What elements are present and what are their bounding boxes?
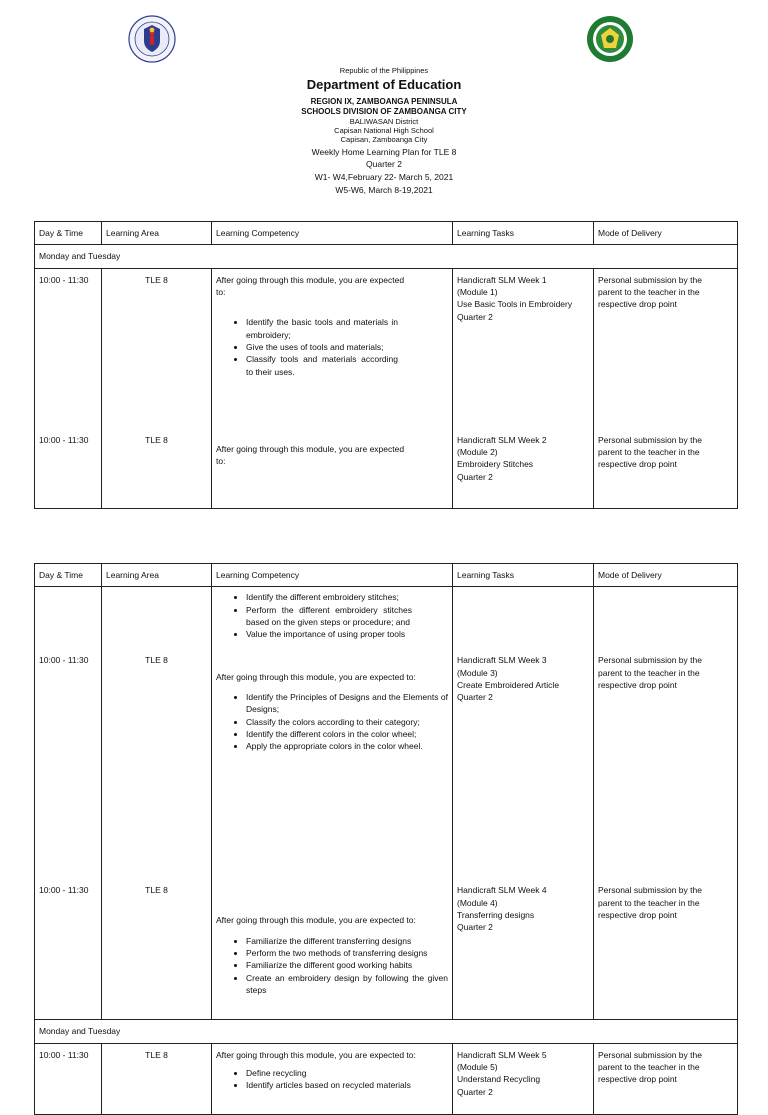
table-row [35, 587, 738, 865]
col-mode-of-delivery: Mode of Delivery [594, 564, 738, 587]
area-cell: TLE 8 [102, 268, 212, 429]
list-item: • Define recycling [246, 1067, 448, 1079]
time-cell: 10:00 - 11:30 [35, 268, 102, 429]
task-line: Handicraft SLM Week 3 [457, 655, 547, 666]
mode-cell [594, 864, 738, 1020]
mode-line: Personal submission by the [598, 1049, 702, 1060]
address-line: Capisan, Zamboanga City [340, 135, 428, 145]
mode-line: Personal submission by the [598, 434, 702, 445]
task-line: Handicraft SLM Week 1 [457, 274, 547, 285]
col-mode-of-delivery: Mode of Delivery [594, 222, 738, 245]
section-label: Monday and Tuesday [35, 245, 738, 268]
section-row [35, 245, 738, 268]
mode-line: Personal submission by the [598, 885, 702, 896]
weeks-line-1: W1- W4,February 22- March 5, 2021 [314, 172, 454, 182]
list-item: • Perform the two methods of transferring designs [246, 947, 448, 959]
task-cell [453, 864, 594, 1020]
task-line: Quarter 2 [457, 692, 493, 703]
area-cell: TLE 8 [102, 429, 212, 509]
mode-line: parent to the teacher in the [598, 446, 700, 457]
list-item: • Value the importance of using proper tools [246, 628, 412, 640]
col-day-time: Day & Time [35, 222, 102, 245]
task-line: Use Basic Tools in Embroidery [457, 299, 573, 310]
mode-line: respective drop point [598, 299, 677, 310]
task-cell [453, 268, 594, 429]
intro-text-cont: to: [216, 286, 226, 297]
mode-cell [594, 587, 738, 865]
quarter-line: Quarter 2 [366, 159, 402, 170]
mode-cell [594, 268, 738, 429]
list-item: • Classify the colors according to their category; [246, 716, 448, 728]
table-header-row [35, 222, 738, 245]
task-line: Transferring designs [457, 909, 535, 920]
list-item: • Identify the different colors in the color wheel; [246, 728, 448, 740]
col-learning-tasks: Learning Tasks [453, 564, 594, 587]
time-cell: 10:00 - 11:30 [35, 429, 102, 509]
col-learning-area: Learning Area [102, 222, 212, 245]
col-learning-tasks: Learning Tasks [453, 222, 594, 245]
deped-seal-logo [128, 15, 176, 63]
objectives-list [216, 691, 448, 753]
task-line: Quarter 2 [457, 922, 493, 933]
document-header [0, 66, 768, 195]
department-title: Department of Education [306, 77, 462, 93]
intro-text: After going through this module, you are expected [216, 443, 405, 454]
task-line: (Module 1) [457, 286, 498, 297]
task-line: Create Embroidered Article [457, 679, 560, 690]
task-line: Quarter 2 [457, 1086, 493, 1097]
competency-cell [212, 429, 453, 509]
col-day-time: Day & Time [35, 564, 102, 587]
intro-text-cont: to: [216, 455, 226, 466]
task-line: Quarter 2 [457, 311, 493, 322]
mode-cell [594, 429, 738, 509]
list-item: • Identify the different embroidery stitches; [246, 591, 412, 603]
list-item: • Create an embroidery design by following the given steps [246, 972, 448, 997]
weeks-line-2: W5-W6, March 8-19,2021 [335, 184, 433, 195]
mode-line: respective drop point [598, 909, 677, 920]
mode-line: parent to the teacher in the [598, 897, 700, 908]
objectives-list [216, 591, 448, 640]
mode-line: respective drop point [598, 459, 677, 470]
mode-cell [594, 1043, 738, 1114]
area-cell: TLE 8 [102, 587, 212, 865]
task-line: Embroidery Stitches [457, 459, 534, 470]
mode-line: respective drop point [598, 1074, 677, 1085]
time-cell: 10:00 - 11:30 [35, 864, 102, 1020]
district-line: BALIWASAN District [349, 116, 419, 126]
learning-plan-table-1 [34, 221, 738, 509]
list-item: • Perform the different embroidery stitches based on the given steps or procedure; and [246, 604, 412, 629]
task-cell [453, 1043, 594, 1114]
objectives-list [216, 935, 448, 997]
list-item: • Familiarize the different transferring designs [246, 935, 448, 947]
objectives-list [216, 316, 448, 378]
section-label: Monday and Tuesday [35, 1020, 738, 1043]
time-cell: 10:00 - 11:30 [35, 587, 102, 865]
competency-cell [212, 864, 453, 1020]
section-row [35, 1020, 738, 1043]
task-line: Quarter 2 [457, 471, 493, 482]
competency-cell [212, 268, 453, 429]
mode-line: Personal submission by the [598, 655, 702, 666]
school-line: Capisan National High School [334, 126, 434, 135]
task-cell [453, 587, 594, 865]
time-cell: 10:00 - 11:30 [35, 1043, 102, 1114]
table-header-row [35, 564, 738, 587]
task-line: Handicraft SLM Week 4 [457, 885, 547, 896]
mode-line: parent to the teacher in the [598, 286, 700, 297]
intro-text: After going through this module, you are expected to: [216, 915, 416, 926]
list-item: • Identify the Principles of Designs and the Elements of Designs; [246, 691, 448, 716]
task-line: Handicraft SLM Week 5 [457, 1049, 547, 1060]
region-line: REGION IX, ZAMBOANGA PENINSULA [310, 96, 458, 106]
objectives-list [216, 1067, 448, 1092]
intro-text: After going through this module, you are expected to: [216, 671, 416, 682]
intro-text: After going through this module, you are expected to: [216, 1049, 416, 1060]
list-item: • Identify articles based on recycled materials [246, 1079, 448, 1091]
table-row [35, 429, 738, 509]
list-item: • Familiarize the different good working habits [246, 959, 448, 971]
mode-line: parent to the teacher in the [598, 667, 700, 678]
list-item: • Identify the basic tools and materials in embroidery; [246, 316, 398, 341]
task-line: (Module 4) [457, 897, 498, 908]
task-line: (Module 3) [457, 667, 498, 678]
mode-line: respective drop point [598, 679, 677, 690]
list-item: • Apply the appropriate colors in the color wheel. [246, 740, 448, 752]
col-learning-competency: Learning Competency [212, 564, 453, 587]
task-line: Handicraft SLM Week 2 [457, 434, 547, 445]
competency-cell [212, 1043, 453, 1114]
plan-title: Weekly Home Learning Plan for TLE 8 [311, 146, 457, 157]
task-line: Understand Recycling [457, 1074, 541, 1085]
task-line: (Module 5) [457, 1061, 498, 1072]
area-cell: TLE 8 [102, 1043, 212, 1114]
mode-line: Personal submission by the [598, 274, 702, 285]
list-item: • Classify tools and materials according to their uses. [246, 353, 398, 378]
division-line: SCHOOLS DIVISION OF ZAMBOANGA CITY [301, 106, 467, 116]
col-learning-area: Learning Area [102, 564, 212, 587]
list-item: • Give the uses of tools and materials; [246, 341, 398, 353]
task-cell [453, 429, 594, 509]
table-row [35, 268, 738, 429]
competency-cell [212, 587, 453, 865]
col-learning-competency: Learning Competency [212, 222, 453, 245]
country-line: Republic of the Philippines [339, 66, 429, 75]
learning-plan-table-2 [34, 563, 738, 1115]
school-seal-logo [586, 15, 634, 63]
table-row [35, 864, 738, 1020]
task-line: (Module 2) [457, 446, 498, 457]
area-cell: TLE 8 [102, 864, 212, 1020]
table-row [35, 1043, 738, 1114]
intro-text: After going through this module, you are expected [216, 274, 405, 285]
mode-line: parent to the teacher in the [598, 1061, 700, 1072]
